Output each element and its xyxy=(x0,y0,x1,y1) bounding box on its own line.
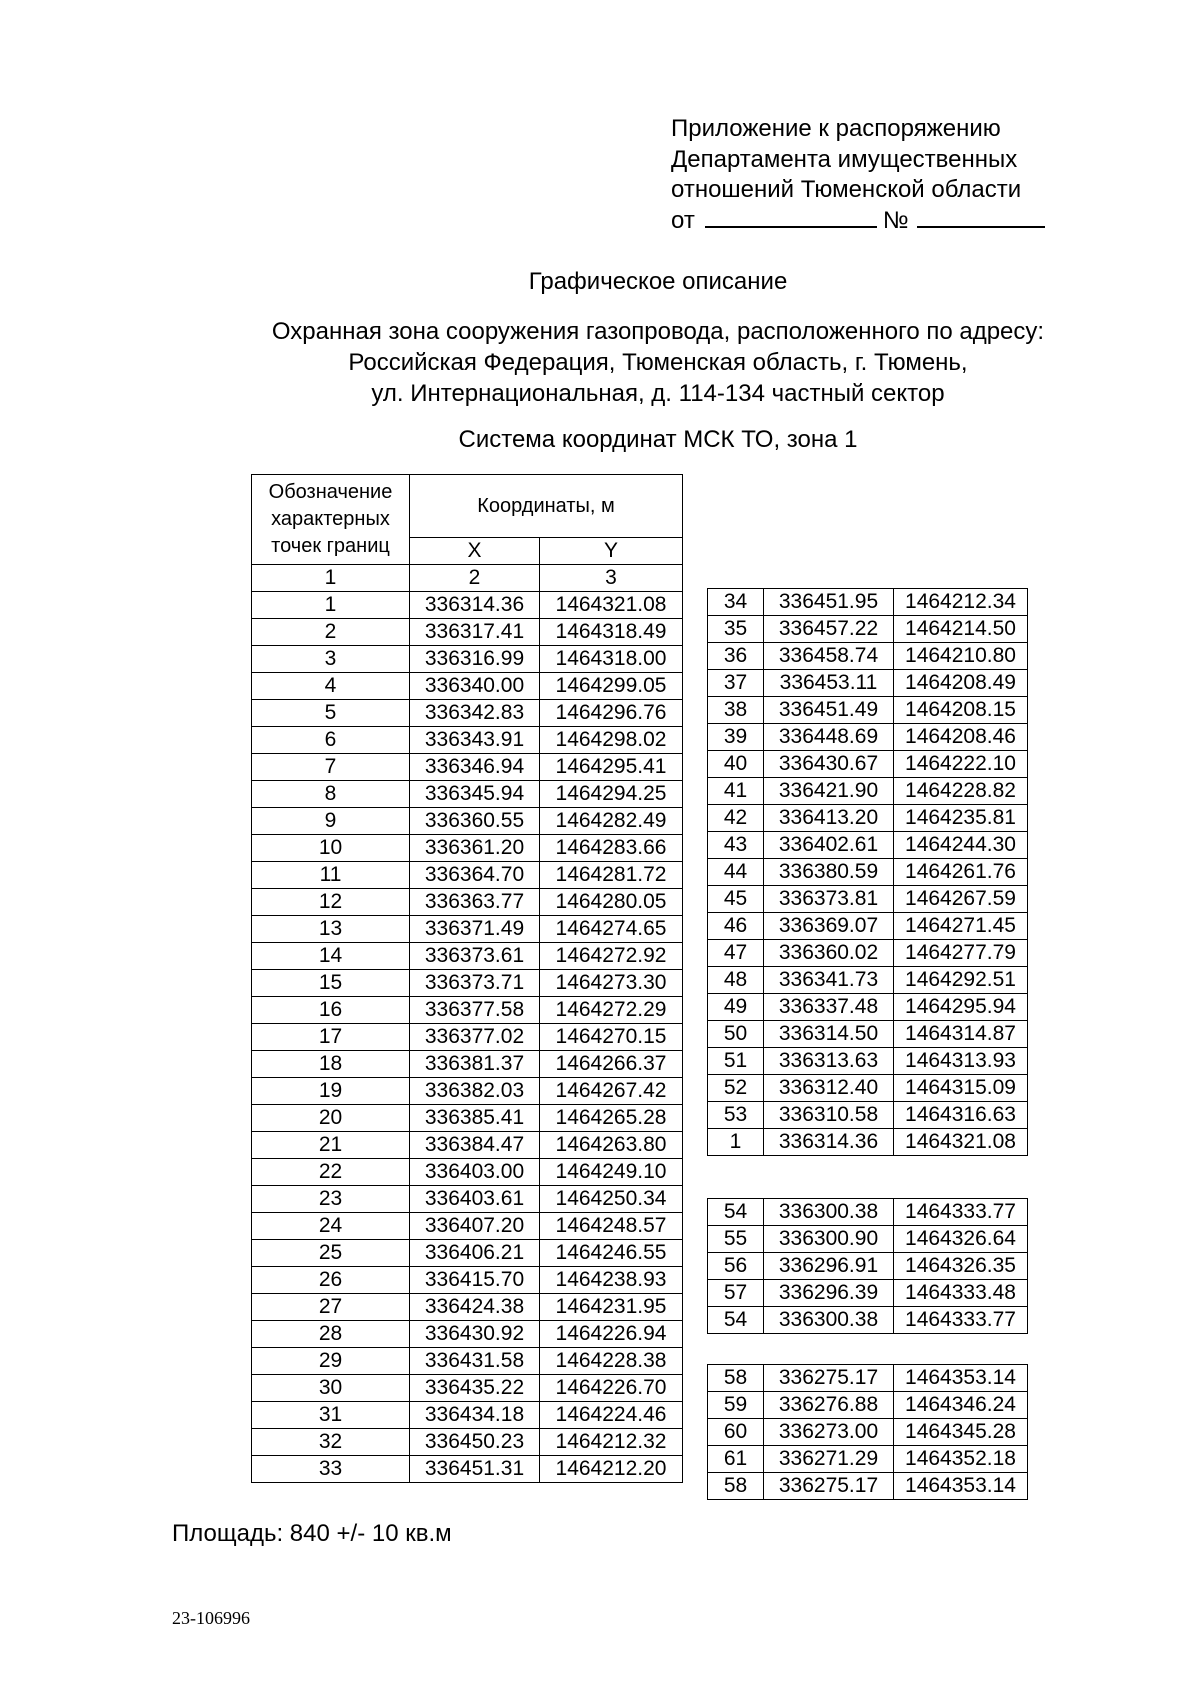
point-id-cell: 22 xyxy=(252,1159,410,1186)
table-row xyxy=(252,1159,683,1186)
point-id-cell: 61 xyxy=(708,1446,764,1473)
x-cell: 336402.61 xyxy=(764,832,894,859)
point-id-cell: 54 xyxy=(708,1199,764,1226)
y-cell: 1464333.77 xyxy=(894,1307,1028,1334)
table-row xyxy=(708,1419,1028,1446)
point-id-cell: 11 xyxy=(252,862,410,889)
table-row xyxy=(252,754,683,781)
point-id-cell: 33 xyxy=(252,1456,410,1483)
x-cell: 336458.74 xyxy=(764,643,894,670)
table-row xyxy=(252,1402,683,1429)
point-id-cell: 58 xyxy=(708,1473,764,1500)
x-cell: 336448.69 xyxy=(764,724,894,751)
point-id-cell: 3 xyxy=(252,646,410,673)
x-cell: 336434.18 xyxy=(410,1402,540,1429)
x-cell: 336364.70 xyxy=(410,862,540,889)
y-cell: 1464266.37 xyxy=(540,1051,683,1078)
y-cell: 1464318.00 xyxy=(540,646,683,673)
table-row xyxy=(708,1365,1028,1392)
point-id-cell: 29 xyxy=(252,1348,410,1375)
date-label: от xyxy=(671,206,695,234)
table-row xyxy=(708,1102,1028,1129)
y-cell: 1464208.49 xyxy=(894,670,1028,697)
point-id-cell: 12 xyxy=(252,889,410,916)
x-cell: 336381.37 xyxy=(410,1051,540,1078)
subject-description xyxy=(58,316,1200,409)
point-id-cell: 60 xyxy=(708,1419,764,1446)
y-cell: 1464277.79 xyxy=(894,940,1028,967)
y-cell: 1464226.70 xyxy=(540,1375,683,1402)
point-id-cell: 54 xyxy=(708,1307,764,1334)
y-cell: 1464250.34 xyxy=(540,1186,683,1213)
area-text: Площадь: 840 +/- 10 кв.м xyxy=(172,1520,452,1547)
point-id-cell: 30 xyxy=(252,1375,410,1402)
y-cell: 1464238.93 xyxy=(540,1267,683,1294)
y-cell: 1464318.49 xyxy=(540,619,683,646)
coordinates-table-left xyxy=(251,474,683,1483)
table-row xyxy=(252,1078,683,1105)
y-cell: 1464316.63 xyxy=(894,1102,1028,1129)
table-row xyxy=(708,1075,1028,1102)
table-row xyxy=(708,1280,1028,1307)
point-id-cell: 27 xyxy=(252,1294,410,1321)
table-row xyxy=(252,1186,683,1213)
y-cell: 1464267.42 xyxy=(540,1078,683,1105)
y-cell: 1464226.94 xyxy=(540,1321,683,1348)
table-row xyxy=(252,781,683,808)
point-id-cell: 46 xyxy=(708,913,764,940)
table-row xyxy=(252,808,683,835)
y-cell: 1464212.34 xyxy=(894,589,1028,616)
point-id-cell: 38 xyxy=(708,697,764,724)
x-cell: 336316.99 xyxy=(410,646,540,673)
subject-line-1: Охранная зона сооружения газопровода, расположенного по адресу: xyxy=(271,318,1045,345)
table-row xyxy=(252,1240,683,1267)
table-row xyxy=(252,943,683,970)
coordinates-table-contour-2 xyxy=(707,1198,1028,1334)
contour-2-body xyxy=(708,1199,1028,1334)
x-cell: 336415.70 xyxy=(410,1267,540,1294)
x-cell: 336407.20 xyxy=(410,1213,540,1240)
y-cell: 1464282.49 xyxy=(540,808,683,835)
point-id-cell: 40 xyxy=(708,751,764,778)
coordinates-table-contour-1 xyxy=(707,588,1028,1156)
y-cell: 1464270.15 xyxy=(540,1024,683,1051)
table-row xyxy=(708,724,1028,751)
y-cell: 1464295.94 xyxy=(894,994,1028,1021)
table-row xyxy=(708,1199,1028,1226)
table-row xyxy=(252,1321,683,1348)
x-cell: 336403.00 xyxy=(410,1159,540,1186)
table-row xyxy=(252,673,683,700)
point-id-cell: 4 xyxy=(252,673,410,700)
point-id-cell: 58 xyxy=(708,1365,764,1392)
table-row xyxy=(252,1294,683,1321)
table-row xyxy=(708,1021,1028,1048)
table-row xyxy=(252,1105,683,1132)
x-cell: 336377.02 xyxy=(410,1024,540,1051)
y-cell: 1464273.30 xyxy=(540,970,683,997)
point-id-cell: 36 xyxy=(708,643,764,670)
point-id-cell: 53 xyxy=(708,1102,764,1129)
x-cell: 336342.83 xyxy=(410,700,540,727)
y-cell: 1464321.08 xyxy=(894,1129,1028,1156)
point-id-cell: 35 xyxy=(708,616,764,643)
x-cell: 336314.36 xyxy=(410,592,540,619)
y-cell: 1464208.15 xyxy=(894,697,1028,724)
table-row xyxy=(252,1456,683,1483)
x-cell: 336310.58 xyxy=(764,1102,894,1129)
annex-line-3: отношений Тюменской области xyxy=(671,176,1022,203)
y-cell: 1464345.28 xyxy=(894,1419,1028,1446)
x-cell: 336345.94 xyxy=(410,781,540,808)
x-cell: 336317.41 xyxy=(410,619,540,646)
header-coords: Координаты, м xyxy=(410,475,683,538)
y-cell: 1464326.64 xyxy=(894,1226,1028,1253)
point-id-cell: 24 xyxy=(252,1213,410,1240)
y-cell: 1464353.14 xyxy=(894,1473,1028,1500)
x-cell: 336373.81 xyxy=(764,886,894,913)
table-row xyxy=(252,862,683,889)
date-blank xyxy=(705,206,877,228)
table-row xyxy=(708,670,1028,697)
point-id-cell: 1 xyxy=(252,592,410,619)
x-cell: 336363.77 xyxy=(410,889,540,916)
x-cell: 336341.73 xyxy=(764,967,894,994)
document-title: Графическое описание xyxy=(528,268,788,295)
x-cell: 336276.88 xyxy=(764,1392,894,1419)
table-row xyxy=(708,643,1028,670)
point-id-cell: 6 xyxy=(252,727,410,754)
table-row xyxy=(252,1024,683,1051)
table-row xyxy=(252,889,683,916)
table-row xyxy=(708,751,1028,778)
point-id-cell: 20 xyxy=(252,1105,410,1132)
y-cell: 1464352.18 xyxy=(894,1446,1028,1473)
annex-date-number-line xyxy=(671,206,1091,237)
header-points: Обозначение характерных точек границ xyxy=(252,475,410,565)
point-id-cell: 42 xyxy=(708,805,764,832)
table-row xyxy=(708,859,1028,886)
y-cell: 1464333.48 xyxy=(894,1280,1028,1307)
x-cell: 336373.71 xyxy=(410,970,540,997)
y-cell: 1464313.93 xyxy=(894,1048,1028,1075)
y-cell: 1464267.59 xyxy=(894,886,1028,913)
x-cell: 336369.07 xyxy=(764,913,894,940)
table-row xyxy=(708,967,1028,994)
table-row xyxy=(708,1446,1028,1473)
x-cell: 336300.38 xyxy=(764,1199,894,1226)
point-id-cell: 1 xyxy=(708,1129,764,1156)
annex-line-1: Приложение к распоряжению xyxy=(671,115,1001,142)
table-row xyxy=(708,589,1028,616)
table-row xyxy=(252,619,683,646)
y-cell: 1464222.10 xyxy=(894,751,1028,778)
point-id-cell: 48 xyxy=(708,967,764,994)
y-cell: 1464244.30 xyxy=(894,832,1028,859)
y-cell: 1464272.92 xyxy=(540,943,683,970)
table-row xyxy=(252,835,683,862)
table-row xyxy=(708,994,1028,1021)
table-row xyxy=(252,1348,683,1375)
left-table-body xyxy=(252,592,683,1483)
y-cell: 1464228.38 xyxy=(540,1348,683,1375)
header-y: Y xyxy=(540,538,683,565)
y-cell: 1464235.81 xyxy=(894,805,1028,832)
table-row xyxy=(252,1267,683,1294)
point-id-cell: 45 xyxy=(708,886,764,913)
y-cell: 1464298.02 xyxy=(540,727,683,754)
x-cell: 336382.03 xyxy=(410,1078,540,1105)
table-row xyxy=(708,886,1028,913)
x-cell: 336457.22 xyxy=(764,616,894,643)
x-cell: 336453.11 xyxy=(764,670,894,697)
table-row xyxy=(708,1307,1028,1334)
table-row xyxy=(708,940,1028,967)
point-id-cell: 5 xyxy=(252,700,410,727)
table-row xyxy=(708,913,1028,940)
point-id-cell: 9 xyxy=(252,808,410,835)
table-row xyxy=(708,616,1028,643)
table-row xyxy=(252,646,683,673)
point-id-cell: 17 xyxy=(252,1024,410,1051)
point-id-cell: 25 xyxy=(252,1240,410,1267)
x-cell: 336296.39 xyxy=(764,1280,894,1307)
y-cell: 1464212.20 xyxy=(540,1456,683,1483)
y-cell: 1464353.14 xyxy=(894,1365,1028,1392)
y-cell: 1464214.50 xyxy=(894,616,1028,643)
coordinate-system: Система координат МСК ТО, зона 1 xyxy=(458,426,858,453)
point-id-cell: 28 xyxy=(252,1321,410,1348)
subject-line-2: Российская Федерация, Тюменская область, г. Тюмень, xyxy=(348,349,968,376)
y-cell: 1464208.46 xyxy=(894,724,1028,751)
point-id-cell: 50 xyxy=(708,1021,764,1048)
x-cell: 336431.58 xyxy=(410,1348,540,1375)
y-cell: 1464246.55 xyxy=(540,1240,683,1267)
point-id-cell: 19 xyxy=(252,1078,410,1105)
y-cell: 1464294.25 xyxy=(540,781,683,808)
x-cell: 336451.49 xyxy=(764,697,894,724)
header-x: X xyxy=(410,538,540,565)
x-cell: 336296.91 xyxy=(764,1253,894,1280)
x-cell: 336314.36 xyxy=(764,1129,894,1156)
x-cell: 336435.22 xyxy=(410,1375,540,1402)
number-label: № xyxy=(882,206,909,234)
x-cell: 336373.61 xyxy=(410,943,540,970)
y-cell: 1464261.76 xyxy=(894,859,1028,886)
y-cell: 1464333.77 xyxy=(894,1199,1028,1226)
header-col-1: 1 xyxy=(252,565,410,592)
point-id-cell: 56 xyxy=(708,1253,764,1280)
y-cell: 1464326.35 xyxy=(894,1253,1028,1280)
y-cell: 1464249.10 xyxy=(540,1159,683,1186)
y-cell: 1464296.76 xyxy=(540,700,683,727)
point-id-cell: 43 xyxy=(708,832,764,859)
x-cell: 336340.00 xyxy=(410,673,540,700)
x-cell: 336273.00 xyxy=(764,1419,894,1446)
x-cell: 336451.95 xyxy=(764,589,894,616)
document-number: 23-106996 xyxy=(172,1608,250,1628)
table-row xyxy=(708,1392,1028,1419)
y-cell: 1464272.29 xyxy=(540,997,683,1024)
point-id-cell: 41 xyxy=(708,778,764,805)
header-col-2: 2 xyxy=(410,565,540,592)
x-cell: 336413.20 xyxy=(764,805,894,832)
y-cell: 1464263.80 xyxy=(540,1132,683,1159)
table-row xyxy=(708,1129,1028,1156)
table-row xyxy=(708,1226,1028,1253)
y-cell: 1464292.51 xyxy=(894,967,1028,994)
y-cell: 1464265.28 xyxy=(540,1105,683,1132)
x-cell: 336275.17 xyxy=(764,1473,894,1500)
x-cell: 336424.38 xyxy=(410,1294,540,1321)
y-cell: 1464321.08 xyxy=(540,592,683,619)
x-cell: 336300.38 xyxy=(764,1307,894,1334)
point-id-cell: 49 xyxy=(708,994,764,1021)
x-cell: 336451.31 xyxy=(410,1456,540,1483)
point-id-cell: 13 xyxy=(252,916,410,943)
x-cell: 336312.40 xyxy=(764,1075,894,1102)
y-cell: 1464274.65 xyxy=(540,916,683,943)
point-id-cell: 55 xyxy=(708,1226,764,1253)
x-cell: 336361.20 xyxy=(410,835,540,862)
point-id-cell: 57 xyxy=(708,1280,764,1307)
table-row xyxy=(708,1473,1028,1500)
table-row xyxy=(252,1375,683,1402)
y-cell: 1464212.32 xyxy=(540,1429,683,1456)
y-cell: 1464210.80 xyxy=(894,643,1028,670)
y-cell: 1464231.95 xyxy=(540,1294,683,1321)
x-cell: 336275.17 xyxy=(764,1365,894,1392)
point-id-cell: 52 xyxy=(708,1075,764,1102)
table-row xyxy=(252,1429,683,1456)
point-id-cell: 8 xyxy=(252,781,410,808)
point-id-cell: 31 xyxy=(252,1402,410,1429)
x-cell: 336343.91 xyxy=(410,727,540,754)
table-row xyxy=(252,700,683,727)
x-cell: 336430.92 xyxy=(410,1321,540,1348)
x-cell: 336384.47 xyxy=(410,1132,540,1159)
point-id-cell: 7 xyxy=(252,754,410,781)
point-id-cell: 51 xyxy=(708,1048,764,1075)
table-row xyxy=(252,916,683,943)
x-cell: 336314.50 xyxy=(764,1021,894,1048)
point-id-cell: 2 xyxy=(252,619,410,646)
table-row xyxy=(708,778,1028,805)
point-id-cell: 26 xyxy=(252,1267,410,1294)
x-cell: 336385.41 xyxy=(410,1105,540,1132)
point-id-cell: 21 xyxy=(252,1132,410,1159)
y-cell: 1464314.87 xyxy=(894,1021,1028,1048)
point-id-cell: 47 xyxy=(708,940,764,967)
number-blank xyxy=(917,206,1045,228)
y-cell: 1464248.57 xyxy=(540,1213,683,1240)
y-cell: 1464283.66 xyxy=(540,835,683,862)
x-cell: 336380.59 xyxy=(764,859,894,886)
coordinates-table-contour-3 xyxy=(707,1364,1028,1500)
subject-line-3: ул. Интернациональная, д. 114-134 частный сектор xyxy=(371,380,945,407)
y-cell: 1464346.24 xyxy=(894,1392,1028,1419)
table-row xyxy=(708,1253,1028,1280)
y-cell: 1464295.41 xyxy=(540,754,683,781)
point-id-cell: 23 xyxy=(252,1186,410,1213)
contour-3-body xyxy=(708,1365,1028,1500)
table-row xyxy=(252,970,683,997)
table-row xyxy=(708,805,1028,832)
x-cell: 336360.55 xyxy=(410,808,540,835)
point-id-cell: 32 xyxy=(252,1429,410,1456)
point-id-cell: 15 xyxy=(252,970,410,997)
x-cell: 336430.67 xyxy=(764,751,894,778)
y-cell: 1464228.82 xyxy=(894,778,1028,805)
point-id-cell: 34 xyxy=(708,589,764,616)
x-cell: 336406.21 xyxy=(410,1240,540,1267)
x-cell: 336450.23 xyxy=(410,1429,540,1456)
table-row xyxy=(252,1213,683,1240)
point-id-cell: 37 xyxy=(708,670,764,697)
x-cell: 336371.49 xyxy=(410,916,540,943)
y-cell: 1464280.05 xyxy=(540,889,683,916)
table-row xyxy=(252,727,683,754)
point-id-cell: 14 xyxy=(252,943,410,970)
point-id-cell: 10 xyxy=(252,835,410,862)
table-row xyxy=(252,1051,683,1078)
table-row xyxy=(708,1048,1028,1075)
x-cell: 336360.02 xyxy=(764,940,894,967)
y-cell: 1464299.05 xyxy=(540,673,683,700)
point-id-cell: 39 xyxy=(708,724,764,751)
y-cell: 1464271.45 xyxy=(894,913,1028,940)
table-row xyxy=(252,592,683,619)
annex-line-2: Департамента имущественных xyxy=(671,145,1018,173)
contour-1-body xyxy=(708,589,1028,1156)
table-row xyxy=(252,997,683,1024)
header-col-3: 3 xyxy=(540,565,683,592)
y-cell: 1464315.09 xyxy=(894,1075,1028,1102)
x-cell: 336421.90 xyxy=(764,778,894,805)
x-cell: 336271.29 xyxy=(764,1446,894,1473)
table-row xyxy=(708,697,1028,724)
x-cell: 336313.63 xyxy=(764,1048,894,1075)
x-cell: 336377.58 xyxy=(410,997,540,1024)
point-id-cell: 59 xyxy=(708,1392,764,1419)
point-id-cell: 18 xyxy=(252,1051,410,1078)
x-cell: 336337.48 xyxy=(764,994,894,1021)
y-cell: 1464281.72 xyxy=(540,862,683,889)
annex-header xyxy=(671,114,1091,236)
table-row xyxy=(252,1132,683,1159)
x-cell: 336346.94 xyxy=(410,754,540,781)
point-id-cell: 16 xyxy=(252,997,410,1024)
x-cell: 336403.61 xyxy=(410,1186,540,1213)
x-cell: 336300.90 xyxy=(764,1226,894,1253)
y-cell: 1464224.46 xyxy=(540,1402,683,1429)
table-row xyxy=(708,832,1028,859)
point-id-cell: 44 xyxy=(708,859,764,886)
